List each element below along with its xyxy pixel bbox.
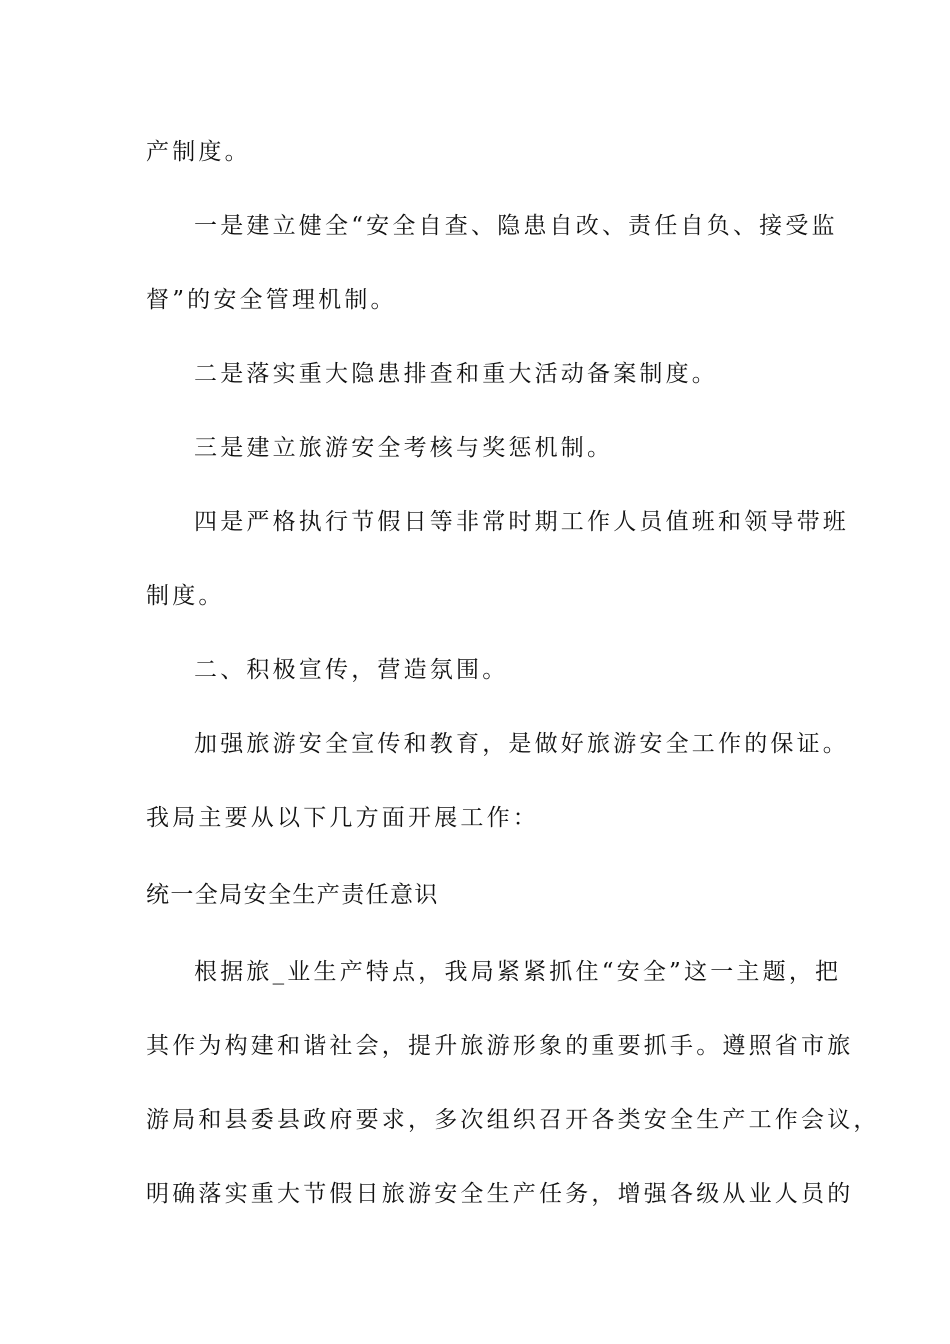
paragraph-line: 二是落实重大隐患排查和重大活动备案制度。 <box>194 361 718 387</box>
paragraph-line: 根据旅_业生产特点，我局紧紧抓住“安全”这一主题，把 <box>194 959 842 985</box>
section-heading: 二、积极宣传，营造氛围。 <box>194 657 509 683</box>
text-line: 其作为构建和谐社会，提升旅游形象的重要抓手。遵照省市旅 <box>146 1033 854 1059</box>
paragraph-line: 三是建立旅游安全考核与奖惩机制。 <box>194 435 614 461</box>
text-line: 我局主要从以下几方面开展工作： <box>146 805 539 831</box>
paragraph-line: 四是严格执行节假日等非常时期工作人员值班和领导带班 <box>194 509 849 535</box>
text-line: 明确落实重大节假日旅游安全生产任务，增强各级从业人员的 <box>146 1181 854 1207</box>
text-line: 督”的安全管理机制。 <box>146 287 397 313</box>
text-line: 产制度。 <box>146 139 251 165</box>
text-line: 游局和县委县政府要求，多次组织召开各类安全生产工作会议， <box>146 1107 880 1133</box>
paragraph-line: 加强旅游安全宣传和教育，是做好旅游安全工作的保证。 <box>194 731 849 757</box>
paragraph-line: 一是建立健全“安全自查、隐患自改、责任自负、接受监 <box>194 213 838 239</box>
text-line: 制度。 <box>146 583 225 609</box>
subheading: 统一全局安全生产责任意识 <box>146 882 439 908</box>
